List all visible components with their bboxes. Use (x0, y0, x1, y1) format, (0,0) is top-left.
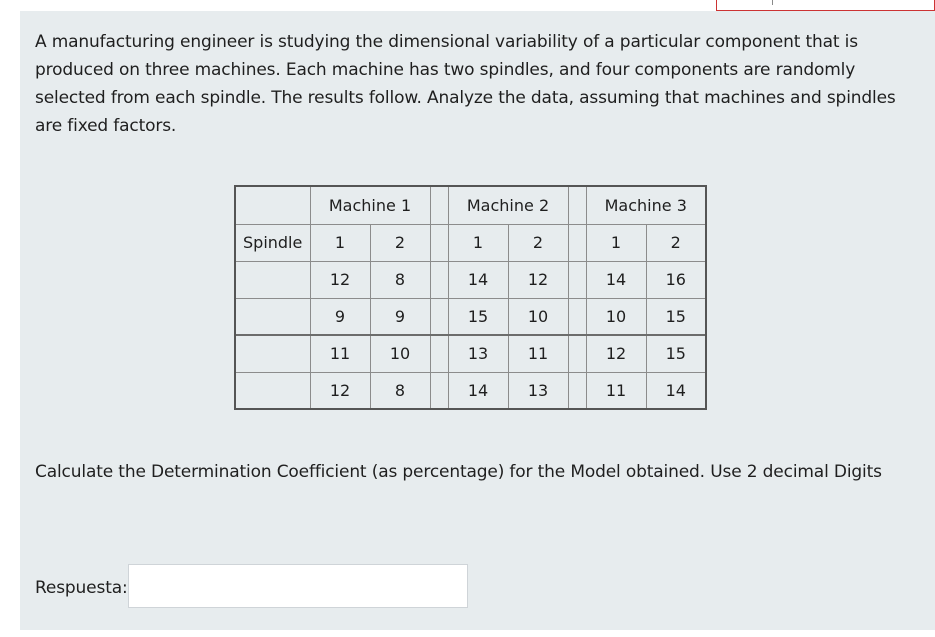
separator-cell (568, 186, 586, 224)
machine-header-row (235, 186, 706, 224)
data-cell: 12 (586, 335, 646, 372)
empty-label-cell (235, 372, 310, 409)
data-row (235, 335, 706, 372)
empty-label-cell (235, 261, 310, 298)
data-cell: 10 (586, 298, 646, 335)
data-cell: 12 (310, 261, 370, 298)
data-cell: 15 (646, 335, 706, 372)
empty-corner-cell (235, 186, 310, 224)
spindle-number-cell: 2 (508, 224, 568, 261)
data-cell: 14 (646, 372, 706, 409)
data-row (235, 261, 706, 298)
data-cell: 13 (448, 335, 508, 372)
question-text: A manufacturing engineer is studying the dimensional variability of a particular component that is produced on three machines. Each machine has two spindles, and four components are randomly selected from each spindle. The results follow. Analyze the data, assuming that machines and spindles are fixed factors. (35, 32, 896, 136)
top-edge-box (716, 0, 935, 11)
separator-cell (430, 335, 448, 372)
data-cell: 10 (508, 298, 568, 335)
data-row (235, 298, 706, 335)
separator-cell (568, 261, 586, 298)
spindle-number-cell: 2 (646, 224, 706, 261)
spindle-label: Spindle (235, 224, 310, 261)
prompt-text: Calculate the Determination Coefficient (as percentage) for the Model obtained. Use 2 decimal Digits (35, 462, 882, 482)
spindle-number-cell: 1 (448, 224, 508, 261)
data-cell: 12 (508, 261, 568, 298)
spindle-number-cell: 1 (310, 224, 370, 261)
data-cell: 10 (370, 335, 430, 372)
separator-cell (430, 372, 448, 409)
data-cell: 14 (448, 261, 508, 298)
data-cell: 15 (448, 298, 508, 335)
answer-input[interactable] (128, 564, 468, 608)
separator-cell (430, 298, 448, 335)
machine-1-header: Machine 1 (310, 186, 430, 224)
empty-label-cell (235, 298, 310, 335)
data-cell: 9 (370, 298, 430, 335)
data-table (234, 185, 707, 410)
data-cell: 11 (310, 335, 370, 372)
data-row (235, 372, 706, 409)
data-cell: 11 (508, 335, 568, 372)
data-cell: 16 (646, 261, 706, 298)
spindle-row (235, 224, 706, 261)
top-edge-mark (772, 0, 773, 5)
data-cell: 12 (310, 372, 370, 409)
separator-cell (568, 224, 586, 261)
separator-cell (568, 298, 586, 335)
machine-2-header: Machine 2 (448, 186, 568, 224)
data-cell: 14 (448, 372, 508, 409)
spindle-number-cell: 1 (586, 224, 646, 261)
data-cell: 11 (586, 372, 646, 409)
data-cell: 8 (370, 372, 430, 409)
answer-label: Respuesta: (35, 578, 128, 598)
data-cell: 9 (310, 298, 370, 335)
separator-cell (430, 261, 448, 298)
empty-label-cell (235, 335, 310, 372)
separator-cell (568, 372, 586, 409)
separator-cell (568, 335, 586, 372)
spindle-number-cell: 2 (370, 224, 430, 261)
machine-3-header: Machine 3 (586, 186, 706, 224)
separator-cell (430, 186, 448, 224)
data-cell: 13 (508, 372, 568, 409)
separator-cell (430, 224, 448, 261)
data-cell: 14 (586, 261, 646, 298)
data-cell: 8 (370, 261, 430, 298)
data-cell: 15 (646, 298, 706, 335)
